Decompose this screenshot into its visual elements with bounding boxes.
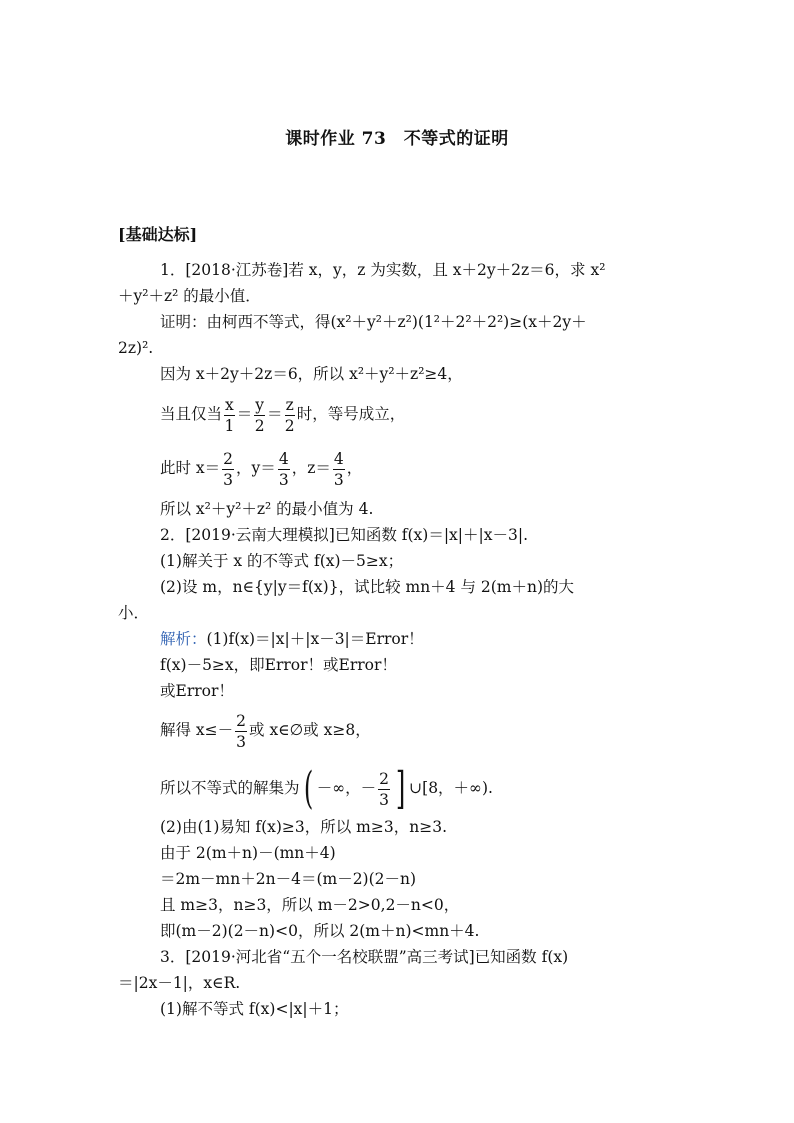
proof-line-1: 证明：由柯西不等式，得(x²＋y²＋z²)(1²＋2²＋2²)≥(x＋2y＋ (160, 313, 587, 331)
fraction-4-over-3-a: $\frac{4}{3}$ (278, 449, 289, 489)
fraction-2-over-3-c: $\frac{2}{3}$ (379, 769, 389, 809)
right-bracket: ] (395, 763, 406, 814)
proof-line-5: 所以 x²＋y²＋z² 的最小值为 4. (160, 500, 374, 518)
fraction-y-over-2: $\frac{y}{2}$ (254, 395, 265, 435)
problem-3-statement: 3．[2019·河北省“五个一名校联盟”高三考试]已知函数 f(x) (160, 948, 569, 966)
page-title: 课时作业 73 不等式的证明 (285, 129, 509, 149)
solution-line-9: 且 m≥3，n≥3，所以 m－2>0,2－n<0， (160, 896, 460, 914)
problem-1-statement: 1．[2018·江苏卷]若 x，y，z 为实数，且 x＋2y＋2z＝6，求 x² (160, 261, 606, 279)
fraction-x-over-1: $\frac{x}{1}$ (224, 395, 235, 435)
solution-line-8: ＝2m－mn＋2n－4＝(m－2)(2－n) (160, 870, 417, 888)
solution-line-1: 解析：(1)f(x)＝|x|＋|x－3|＝Error！ (160, 630, 424, 648)
problem-2-statement: 2．[2019·云南大理模拟]已知函数 f(x)＝|x|＋|x－3|. (160, 526, 528, 544)
problem-2-part-1: (1)解关于 x 的不等式 f(x)－5≥x； (160, 552, 404, 570)
problem-2-part-2: (2)设 m，n∈{y|y＝f(x)}，试比较 mn＋4 与 2(m＋n)的大 (160, 578, 575, 596)
fraction-2-over-3-b: $\frac{2}{3}$ (236, 711, 247, 751)
solution-line-10: 即(m－2)(2－n)<0，所以 2(m＋n)<mn＋4. (160, 922, 480, 940)
solution-line-3: 或Error！ (160, 682, 234, 700)
solution-line-6: (2)由(1)易知 f(x)≥3，所以 m≥3，n≥3. (160, 818, 447, 836)
fraction-z-over-2: $\frac{z}{2}$ (284, 395, 295, 435)
problem-1-statement-cont: ＋y²＋z² 的最小值． (118, 287, 261, 305)
solution-line-4: 解得 x≤－ $\frac{2}{3}$ 或 x∈∅或 x≥8， (160, 711, 371, 751)
solution-line-7: 由于 2(m＋n)－(mn＋4) (160, 844, 336, 862)
proof-line-2: 因为 x＋2y＋2z＝6，所以 x²＋y²＋z²≥4， (160, 365, 463, 383)
solution-line-5: 所以不等式的解集为( －∞，－ $\frac{2}{3}$ ] ∪[8，＋∞). (160, 763, 493, 814)
problem-3-part-1: (1)解不等式 f(x)<|x|＋1； (160, 1000, 349, 1018)
left-paren: ( (303, 763, 313, 814)
proof-line-1-cont: 2z)². (118, 339, 154, 357)
proof-line-3: 当且仅当 $\frac{x}{1}$ ＝ $\frac{y}{2}$ ＝ $\frac{z}{2}$ 时，等号成立， (160, 395, 406, 435)
fraction-4-over-3-b: $\frac{4}{3}$ (333, 449, 344, 489)
solution-label: 解析： (160, 630, 207, 648)
proof-line-3-pre: 当且仅当 (160, 405, 223, 423)
fraction-2-over-3: $\frac{2}{3}$ (223, 449, 234, 489)
solution-line-2: f(x)－5≥x，即Error！或Error！ (160, 656, 397, 674)
problem-2-part-2-cont: 小． (118, 604, 150, 622)
proof-line-4: 此时 x＝ $\frac{2}{3}$ ，y＝ $\frac{4}{3}$ ，z＝ $\frac{4}{3}$ ， (160, 449, 363, 489)
problem-3-statement-cont: ＝|2x－1|，x∈R. (118, 974, 241, 992)
proof-line-3-post: 时，等号成立， (296, 405, 406, 423)
section-heading: [基础达标] (118, 225, 198, 244)
